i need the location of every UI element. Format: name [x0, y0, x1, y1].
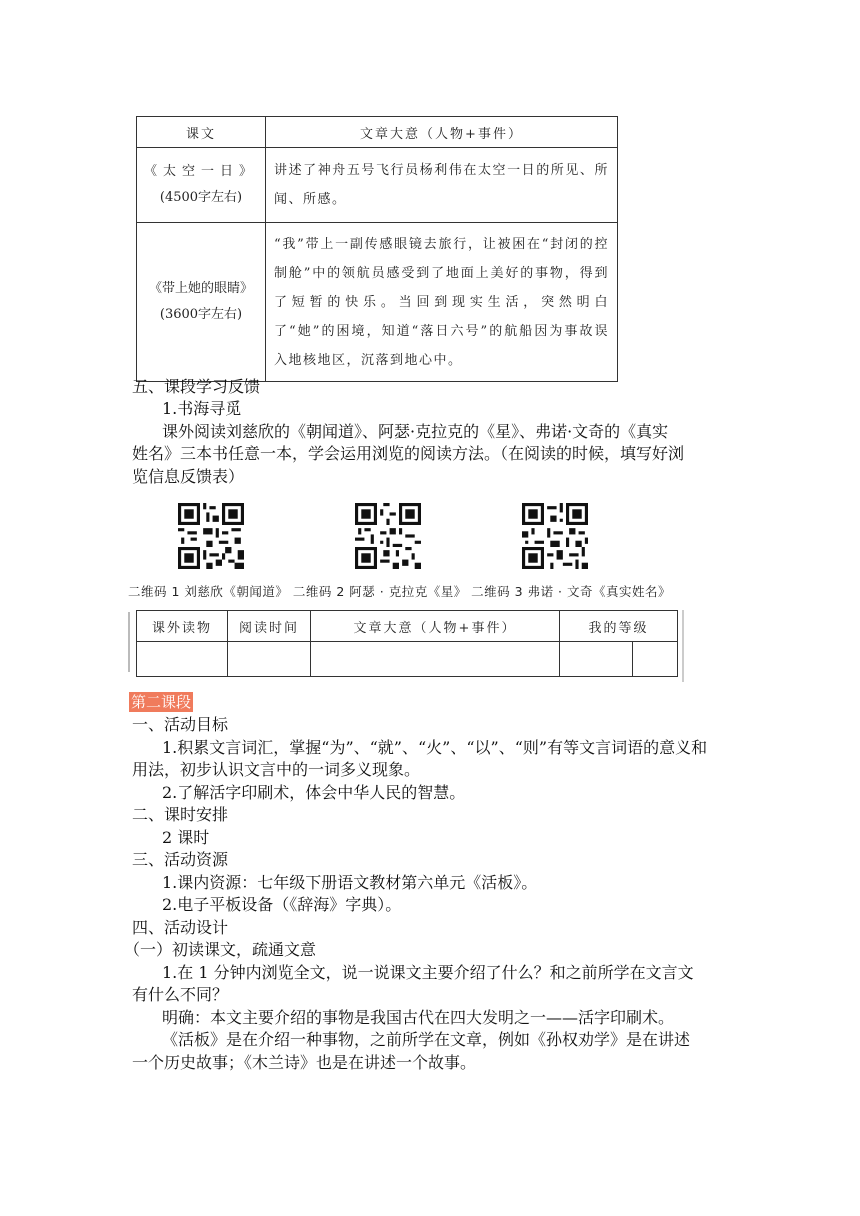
paragraph-line: 用法，初步认识文言中的一词多义现象。 — [132, 760, 421, 779]
subheading: 1.书海寻觅 — [162, 399, 242, 418]
margin-line — [128, 612, 130, 672]
subheading: （一）初读课文，疏通文意 — [124, 940, 317, 959]
qr-code-icon — [178, 503, 244, 569]
paragraph-line: 《活板》是在介绍一种事物，之前所学在文章，例如《孙权劝学》是在讲述 — [162, 1030, 691, 1049]
lesson-summary-table — [136, 116, 618, 382]
section-heading: 四、活动设计 — [132, 918, 229, 937]
lesson-summary: “我”带上一副传感眼镜去旅行，让被困在“封闭的控制舱”中的领航员感受到了地面上美好的事物，得到了短暂的快乐。当回到现实生活，突然明白了“她”的困境，知道“落日六号”的航船因为事故误入地核地区，沉落到地心中。 — [266, 223, 618, 382]
paragraph-line: 1.课内资源：七年级下册语文教材第六单元《活板》。 — [162, 873, 538, 892]
table-cell — [560, 642, 633, 677]
paragraph-line: 览信息反馈表） — [132, 467, 245, 486]
table-header-time: 阅读时间 — [228, 611, 311, 642]
paragraph-line: 2.电子平板设备（《辞海》字典）。 — [162, 895, 402, 914]
margin-line — [682, 610, 684, 682]
paragraph-line: 一个历史故事；《木兰诗》也是在讲述一个故事。 — [132, 1053, 477, 1072]
paragraph-line: 1.积累文言词汇，掌握“为”、“就”、“火”、“以”、“则”有等文言词语的意义和 — [162, 738, 708, 757]
paragraph-line: 明确：本文主要介绍的事物是我国古代在四大发明之一——活字印刷术。 — [162, 1008, 675, 1027]
paragraph-line: 有什么不同？ — [132, 985, 229, 1004]
section-tag: 第二课段 — [131, 693, 192, 711]
paragraph-line: 课外阅读刘慈欣的《朝闻道》、阿瑟·克拉克的《星》、弗诺·文奇的《真实 — [162, 422, 669, 441]
paragraph-line: 2 课时 — [162, 828, 210, 847]
qr-code-icon — [522, 503, 588, 569]
table-header-summary: 文章大意（人物+事件） — [266, 117, 618, 148]
table-cell — [633, 642, 678, 677]
paragraph-line: 1.在 1 分钟内浏览全文，说一说课文主要介绍了什么？和之前所学在文言文 — [162, 963, 694, 982]
table-cell-title — [137, 148, 266, 223]
section-heading: 一、活动目标 — [132, 715, 229, 734]
table-cell-title — [137, 223, 266, 382]
table-header-book: 课外读物 — [137, 611, 228, 642]
table-header-grade: 我的等级 — [560, 611, 678, 642]
section-heading: 二、课时安排 — [132, 805, 229, 824]
qr-code-icon — [355, 503, 421, 569]
table-row — [137, 223, 618, 382]
lesson-title: 《带上她的眼睛》 — [148, 281, 253, 296]
lesson-length: (3600字左右) — [159, 307, 243, 322]
table-cell — [228, 642, 311, 677]
qr-captions: 二维码 1 刘慈欣《朝闻道》 二维码 2 阿瑟 · 克拉克《星》 二维码 3 弗诺 · 文奇《真实姓名》 — [128, 584, 671, 599]
reading-feedback-table — [136, 610, 678, 677]
section-heading: 三、活动资源 — [132, 850, 229, 869]
paragraph-line: 2.了解活字印刷术，体会中华人民的智慧。 — [162, 783, 466, 802]
table-cell — [137, 642, 228, 677]
table-header-summary: 文章大意（人物+事件） — [311, 611, 560, 642]
section-heading: 五、课段学习反馈 — [132, 377, 261, 396]
table-cell — [311, 642, 560, 677]
table-header-lesson: 课文 — [137, 117, 266, 148]
paragraph-line: 姓名》三本书任意一本，学会运用浏览的阅读方法。（在阅读的时候，填写好浏 — [132, 444, 685, 463]
lesson-summary: 讲述了神舟五号飞行员杨利伟在太空一日的所见、所闻、所感。 — [266, 148, 618, 223]
lesson-length: (4500字左右) — [159, 190, 243, 205]
table-row — [137, 642, 678, 677]
lesson-title: 《太空一日》 — [143, 164, 258, 179]
table-row — [137, 148, 618, 223]
